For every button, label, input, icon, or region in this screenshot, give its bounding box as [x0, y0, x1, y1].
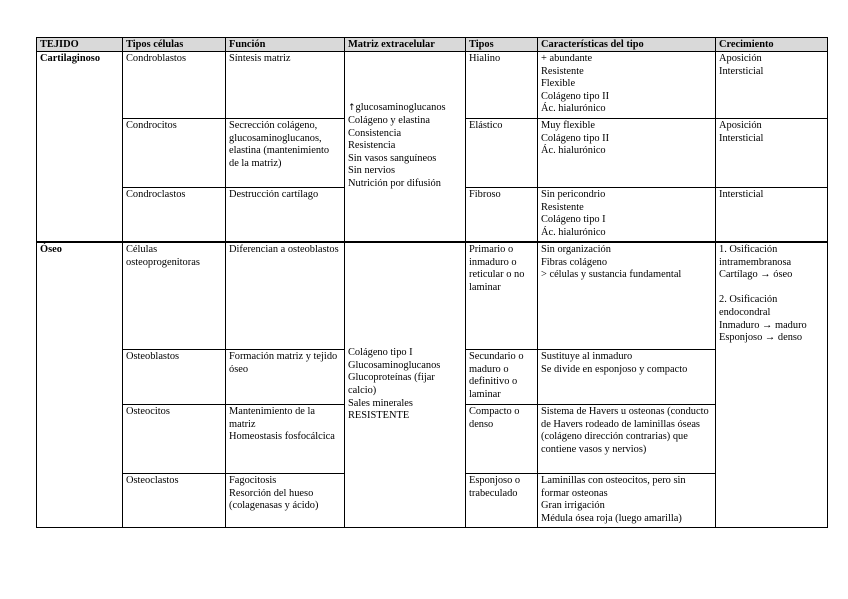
- matrix-line: Consistencia: [348, 127, 402, 139]
- header-crecimiento: Crecimiento: [716, 38, 828, 52]
- characteristics-hialino: + abundante Resistente Flexible Colágeno tipo II Ác. hialurónico: [538, 52, 716, 119]
- function-osteoprogenitoras: Diferencian a osteoblastos: [226, 242, 345, 350]
- function-osteoblastos: Formación matriz y tejido óseo: [226, 350, 345, 405]
- header-caracteristicas: Características del tipo: [538, 38, 716, 52]
- cell-type-osteoclastos: Osteoclastos: [123, 474, 226, 528]
- tissue-oseo: Óseo: [37, 242, 123, 528]
- header-row: [37, 38, 828, 52]
- header-matriz: Matriz extracelular: [345, 38, 466, 52]
- growth-empty-cell: [716, 474, 828, 528]
- matrix-line: Sales minerales: [348, 397, 413, 409]
- cell-type-condroclastos: Condroclastos: [123, 188, 226, 243]
- header-tipos: Tipos: [466, 38, 538, 52]
- matrix-cartilaginoso: [345, 52, 466, 243]
- characteristics-compacto: Sistema de Havers u osteonas (conducto de Havers rodeado de laminillas óseas (colágeno dirección contrarias) que contiene vasos y nervios): [538, 405, 716, 474]
- type-esponjoso: Esponjoso o trabeculado: [466, 474, 538, 528]
- growth-endo-detail: Inmaduro → maduro: [719, 319, 807, 331]
- characteristics-primario: Sin organización Fibras colágeno > células y sustancia fundamental: [538, 242, 716, 350]
- growth-endo-title: 2. Osificación endocondral: [719, 294, 778, 318]
- type-compacto: Compacto o denso: [466, 405, 538, 474]
- matrix-line: Nutrición por difusión: [348, 177, 441, 189]
- cell-type-condroblastos: Condroblastos: [123, 52, 226, 119]
- type-primario: Primario o inmaduro o reticular o no laminar: [466, 242, 538, 350]
- matrix-line: RESISTENTE: [348, 410, 410, 422]
- type-hialino: Hialino: [466, 52, 538, 119]
- characteristics-secundario: Sustituye al inmaduro Se divide en esponjoso y compacto: [538, 350, 716, 405]
- function-condroblastos: Síntesis matriz: [226, 52, 345, 119]
- matrix-gag-line: ↑glucosaminoglucanos: [348, 102, 446, 114]
- matrix-line: Colágeno y elastina: [348, 115, 430, 127]
- histology-table: [36, 37, 828, 528]
- table-row: [37, 52, 828, 119]
- growth-endo-detail: Esponjoso → denso: [719, 332, 803, 344]
- matrix-oseo: [345, 242, 466, 528]
- type-elastico: Elástico: [466, 119, 538, 188]
- cell-type-condrocitos: Condrocitos: [123, 119, 226, 188]
- matrix-line: Glucoproteínas (fijar calcio): [348, 372, 435, 396]
- matrix-line: Glucosaminoglucanos: [348, 359, 441, 371]
- cell-type-osteoblastos: Osteoblastos: [123, 350, 226, 405]
- growth-intra-detail: Cartílago → óseo: [719, 269, 793, 281]
- table-row: [37, 242, 828, 350]
- function-condrocitos: Secrección colágeno, glucosaminoglucanos, elastina (mantenimiento de la matriz): [226, 119, 345, 188]
- growth-elastico: Aposición Intersticial: [716, 119, 828, 188]
- growth-oseo: [716, 242, 828, 350]
- up-arrow-icon: ↑: [348, 103, 356, 114]
- growth-empty-cell: [716, 405, 828, 474]
- growth-spacer: [719, 282, 824, 295]
- growth-fibroso: Intersticial: [716, 188, 828, 243]
- header-tipos-celulas: Tipos células: [123, 38, 226, 52]
- type-fibroso: Fibroso: [466, 188, 538, 243]
- header-tejido: TEJIDO: [37, 38, 123, 52]
- type-secundario: Secundario o maduro o definitivo o laminar: [466, 350, 538, 405]
- matrix-line: Colágeno tipo I: [348, 347, 413, 359]
- matrix-line: Resistencia: [348, 140, 396, 152]
- cell-type-osteocitos: Osteocitos: [123, 405, 226, 474]
- characteristics-elastico: Muy flexible Colágeno tipo II Ác. hialurónico: [538, 119, 716, 188]
- function-osteoclastos: Fagocitosis Resorción del hueso (colagenasas y ácido): [226, 474, 345, 528]
- tissue-cartilaginoso: Cartilaginoso: [37, 52, 123, 243]
- growth-empty-cell: [716, 350, 828, 405]
- header-funcion: Función: [226, 38, 345, 52]
- function-osteocitos: Mantenimiento de la matriz Homeostasis fosfocálcica: [226, 405, 345, 474]
- matrix-line: Sin nervios: [348, 165, 396, 177]
- matrix-line: Sin vasos sanguíneos: [348, 152, 437, 164]
- characteristics-esponjoso: Laminillas con osteocitos, pero sin formar osteonas Gran irrigación Médula ósea roja (luego amarilla): [538, 474, 716, 528]
- function-condroclastos: Destrucción cartílago: [226, 188, 345, 243]
- characteristics-fibroso: Sin pericondrio Resistente Colágeno tipo I Ác. hialurónico: [538, 188, 716, 243]
- growth-intra-title: 1. Osificación intramembranosa: [719, 244, 792, 268]
- growth-hialino: Aposición Intersticial: [716, 52, 828, 119]
- cell-type-osteoprogenitoras: Células osteoprogenitoras: [123, 242, 226, 350]
